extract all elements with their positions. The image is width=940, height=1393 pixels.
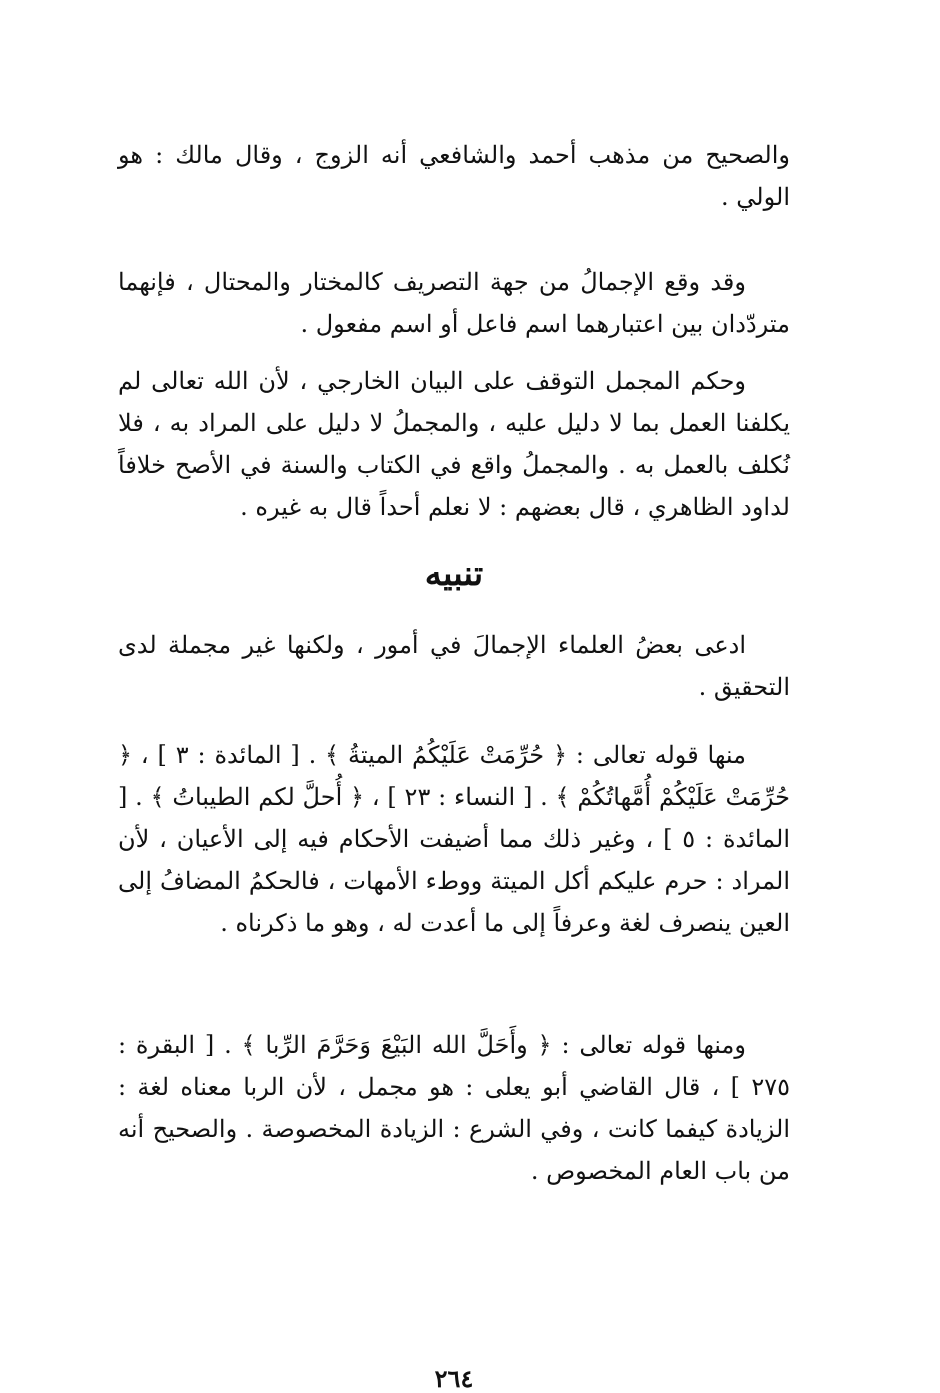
paragraph-1 xyxy=(118,134,790,218)
page-number: ٢٦٤ xyxy=(434,1364,474,1393)
paragraph-text: منها قوله تعالى : ﴿ حُرِّمَتْ عَلَيْكُمُ الميتةُ ﴾ . [ المائدة : ٣ ] ، ﴿ حُرِّمَتْ عَلَيْكُمْ أُمَّهاتُكُمْ ﴾ . [ النساء : ٢٣ ] ، ﴿ أُحلَّ لكم الطيباتُ ﴾ . [ المائدة : ٥ ] ، وغير ذلك مما أضيفت الأحكام فيه إلى الأعيان ، لأن المراد : حرم عليكم أكل الميتة ووطء الأمهات ، فالحكمُ المضافُ إلى العين ينصرف لغة وعرفاً إلى ما أعدت له ، وهو ما ذكرناه . xyxy=(118,741,790,937)
paragraph-2 xyxy=(118,261,790,345)
paragraph-text: ومنها قوله تعالى : ﴿ وأَحَلَّ الله البَيْعَ وَحَرَّمَ الرِّبا ﴾ . [ البقرة : ٢٧٥ ] ، قال القاضي أبو يعلى : هو مجمل ، لأن الربا معناه لغة : الزيادة كيفما كانت ، وفي الشرع : الزيادة المخصوصة . والصحيح أنه من باب العام المخصوص . xyxy=(118,1031,790,1185)
section-heading: تنبيه xyxy=(424,554,484,594)
paragraph-text: وحكم المجمل التوقف على البيان الخارجي ، لأن الله تعالى لم يكلفنا العمل بما لا دليل عليه ، والمجملُ لا دليل على المراد به ، فلا نُكلف بالعمل به . والمجملُ واقع في الكتاب والسنة في الأصح خلافاً لداود الظاهري ، قال بعضهم : لا نعلم أحداً قال به غيره . xyxy=(118,367,790,521)
paragraph-text: ادعى بعضُ العلماء الإجمالَ في أمور ، ولكنها غير مجملة لدى التحقيق . xyxy=(118,631,790,701)
paragraph-3 xyxy=(118,360,790,528)
paragraph-4 xyxy=(118,624,790,708)
paragraph-6 xyxy=(118,1024,790,1192)
paragraph-5 xyxy=(118,734,790,944)
paragraph-text: والصحيح من مذهب أحمد والشافعي أنه الزوج ، وقال مالك : هو الولي . xyxy=(118,141,790,211)
paragraph-text: وقد وقع الإجمالُ من جهة التصريف كالمختار والمحتال ، فإنهما متردّدان بين اعتبارهما اسم فاعل أو اسم مفعول . xyxy=(118,268,790,338)
